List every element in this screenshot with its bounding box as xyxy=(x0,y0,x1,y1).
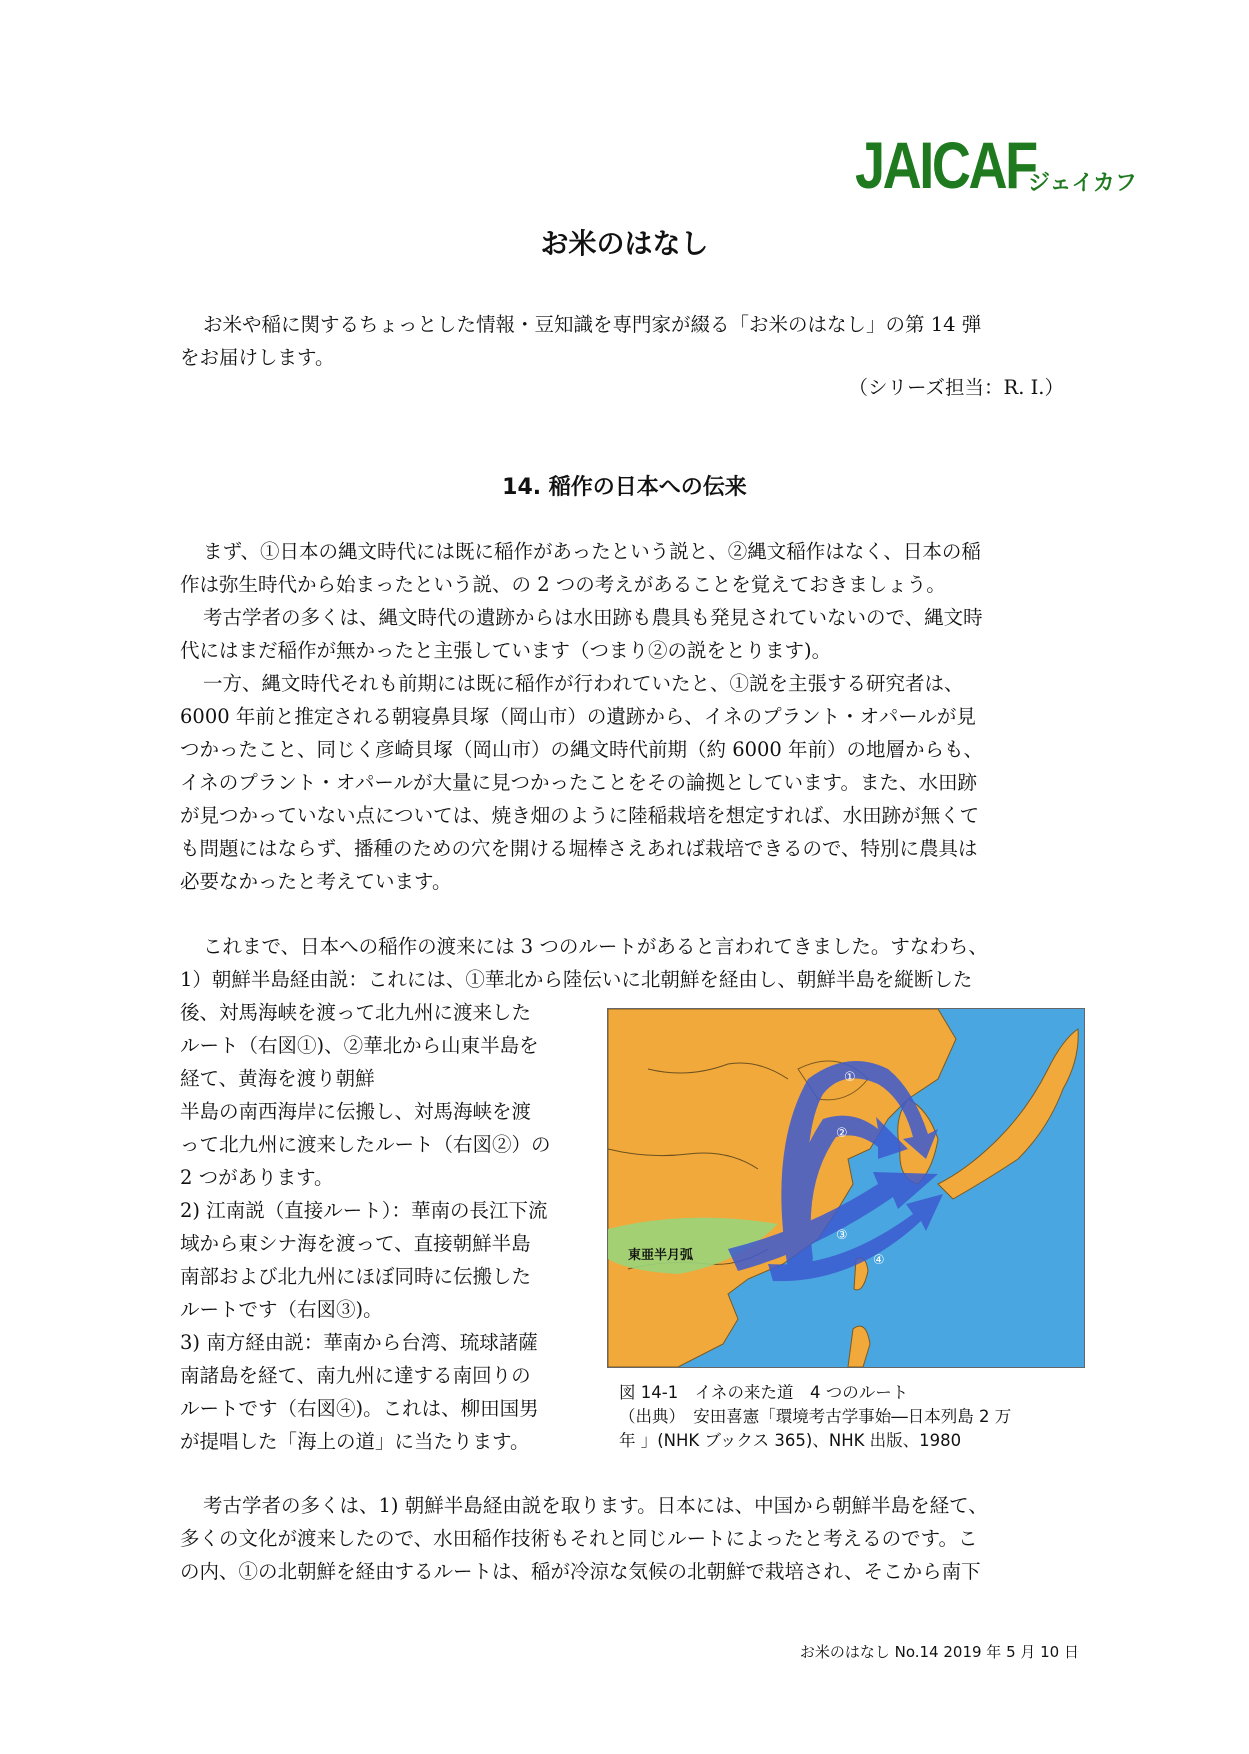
body-line: 考古学者の多くは、縄文時代の遺跡からは水田跡も農具も発見されていないので、縄文時 xyxy=(203,606,983,629)
section-title: 14. 稲作の日本への伝来 xyxy=(502,475,747,500)
route-label: ② xyxy=(836,1126,848,1141)
route-line: 3) 南方経由説：華南から台湾、琉球諸薩 xyxy=(180,1331,538,1354)
caption-line: 年 」(NHK ブックス 365)、NHK 出版、1980 xyxy=(619,1431,962,1450)
body-line: まず、①日本の縄文時代には既に稲作があったという説と、②縄文稲作はなく、日本の稲 xyxy=(203,540,981,563)
route-line: ルートです（右図③)。 xyxy=(180,1298,383,1321)
route-line: 後、対馬海峡を渡って北九州に渡来した xyxy=(180,1001,532,1024)
route-line: が提唱した「海上の道」に当たります。 xyxy=(180,1430,530,1453)
body-line: 1）朝鮮半島経由説：これには、①華北から陸伝いに北朝鮮を経由し、朝鮮半島を縦断した xyxy=(180,968,973,991)
logo-wordmark: JAICAF xyxy=(855,128,1036,202)
route-line: ルート（右図①)、②華北から山東半島を xyxy=(180,1034,539,1057)
region-label: 東亜半月弧 xyxy=(628,1248,694,1263)
route-line: って北九州に渡来したルート（右図②）の xyxy=(180,1133,551,1156)
route-line: 2 つがあります。 xyxy=(180,1166,334,1189)
body-line: の内、①の北朝鮮を経由するルートは、稲が冷涼な気候の北朝鮮で栽培され、そこから南下 xyxy=(180,1560,981,1583)
route-line: 半島の南西海岸に伝搬し、対馬海峡を渡 xyxy=(180,1100,532,1123)
route-label: ③ xyxy=(836,1228,848,1243)
body-line: 作は弥生時代から始まったという説、の 2 つの考えがあることを覚えておきましょう。 xyxy=(180,573,946,596)
caption-line: （出典） 安田喜憲「環境考古学事始―日本列島 2 万 xyxy=(619,1407,1012,1426)
body-line: 多くの文化が渡来したので、水田稲作技術もそれと同じルートによったと考えるのです。こ xyxy=(180,1527,978,1550)
route-line: 南諸島を経て、南九州に達する南回りの xyxy=(180,1364,531,1387)
body-line: 6000 年前と推定される朝寝鼻貝塚（岡山市）の遺跡から、イネのプラント・オパールが見 xyxy=(180,705,976,728)
body-line: 必要なかったと考えています。 xyxy=(180,870,452,893)
route-label: ① xyxy=(844,1070,856,1085)
jaicaf-logo xyxy=(855,128,1137,202)
intro-line: お米や稲に関するちょっとした情報・豆知識を専門家が綴る「お米のはなし」の第 14 弾 xyxy=(203,313,982,336)
route-line: ルートです（右図④)。これは、柳田国男 xyxy=(180,1397,539,1420)
route-line: 2) 江南説（直接ルート）：華南の長江下流 xyxy=(180,1199,548,1222)
route-line: 経て、黄海を渡り朝鮮 xyxy=(180,1067,375,1090)
body-line: が見つかっていない点については、焼き畑のように陸稲栽培を想定すれば、水田跡が無くて xyxy=(180,804,980,827)
body-line: イネのプラント・オパールが大量に見つかったことをその論拠としています。また、水田跡 xyxy=(180,771,977,794)
body-line: 考古学者の多くは、1) 朝鮮半島経由説を取ります。日本には、中国から朝鮮半島を経て、 xyxy=(203,1494,988,1517)
body-line: 一方、縄文時代それも前期には既に稲作が行われていたと、①説を主張する研究者は、 xyxy=(203,672,964,695)
page-footer: お米のはなし No.14 2019 年 5 月 10 日 xyxy=(799,1643,1079,1661)
body-line: 代にはまだ稲作が無かったと主張しています（つまり②の説をとります)。 xyxy=(180,639,832,662)
body-line: つかったこと、同じく彦崎貝塚（岡山市）の縄文時代前期（約 6000 年前）の地層からも、 xyxy=(180,738,984,761)
body-line: これまで、日本への稲作の渡来には 3 つのルートがあると言われてきました。すなわち、 xyxy=(203,935,988,958)
route-line: 南部および北九州にほぼ同時に伝搬した xyxy=(180,1265,532,1288)
page-title: お米のはなし xyxy=(540,227,709,260)
body-line: も問題にはならず、播種のための穴を開ける堀棒さえあれば栽培できるので、特別に農具は xyxy=(180,837,978,860)
intro-line: をお届けします。 xyxy=(180,346,335,369)
figure-caption xyxy=(619,1381,1011,1453)
caption-line: 図 14-1 イネの来た道 4 つのルート xyxy=(619,1383,909,1402)
route-label: ④ xyxy=(873,1253,885,1268)
route-line: 域から東シナ海を渡って、直接朝鮮半島 xyxy=(180,1232,531,1255)
series-byline: （シリーズ担当：R. I.） xyxy=(848,376,1064,399)
logo-kana: ジェイカフ xyxy=(1028,171,1137,196)
rice-route-map xyxy=(607,1008,1085,1368)
